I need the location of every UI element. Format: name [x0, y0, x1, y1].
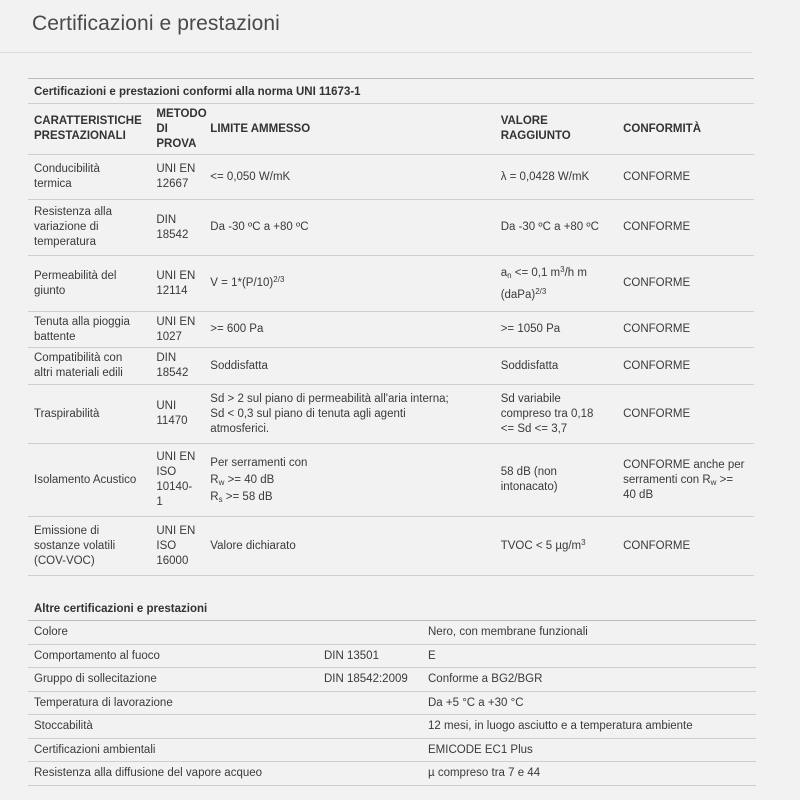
cell-metodo: UNI EN 12667 [150, 155, 204, 200]
header-valore: VALORE RAGGIUNTO [495, 104, 617, 155]
other-certifications-table [28, 620, 756, 786]
table-row [28, 762, 756, 786]
cell-valore: >= 1050 Pa [495, 312, 617, 348]
cell-norm [318, 738, 422, 762]
cell-valore: $a_n <= 0,1$ $m^3/h$ m (daPa)$^{2/3}$ [495, 256, 617, 312]
title-divider [0, 52, 752, 53]
cell-conformita: CONFORME [617, 517, 754, 576]
header-limite: LIMITE AMMESSO [204, 104, 494, 155]
cell-norm [318, 715, 422, 739]
table-row [28, 644, 756, 668]
cell-conformita: CONFORME [617, 312, 754, 348]
cell-limite: Soddisfatta [204, 348, 494, 385]
cell-conformita: CONFORME [617, 200, 754, 256]
cell-norm [318, 691, 422, 715]
table-row [28, 385, 754, 444]
cell-caratteristica: Resistenza alla variazione di temperatura [28, 200, 150, 256]
cell-norm: DIN 18542:2009 [318, 668, 422, 692]
cell-conformita: CONFORME [617, 348, 754, 385]
cell-metodo: DIN 18542 [150, 200, 204, 256]
other-table-title: Altre certificazioni e prestazioni [34, 603, 208, 615]
cell-limite: Per serramenti con $R_w >= 40$ dB $R_s >= 58$ dB [204, 444, 494, 517]
cell-metodo: DIN 18542 [150, 348, 204, 385]
cell-norm [318, 621, 422, 645]
cell-label: Colore [28, 621, 318, 645]
cell-label: Stoccabilità [28, 715, 318, 739]
cell-label: Comportamento al fuoco [28, 644, 318, 668]
header-caratteristiche: CARATTERISTICHE PRESTAZIONALI [28, 104, 150, 155]
table-row [28, 517, 754, 576]
cell-caratteristica: Tenuta alla pioggia battente [28, 312, 150, 348]
main-table-caption: Certificazioni e prestazioni conformi alla norma UNI 11673-1 [28, 78, 754, 104]
cell-valore: λ = 0,0428 W/mK [495, 155, 617, 200]
cell-conformita: CONFORME anche per serramenti con $R_w$ >= 40 dB [617, 444, 754, 517]
header-metodo: METODO DI PROVA [150, 104, 204, 155]
cell-valore: 58 dB (non intonacato) [495, 444, 617, 517]
cell-value: EMICODE EC1 Plus [422, 738, 756, 762]
table-row [28, 312, 754, 348]
cell-value: E [422, 644, 756, 668]
table-header-row [28, 104, 754, 155]
cell-value: 12 mesi, in luogo asciutto e a temperatura ambiente [422, 715, 756, 739]
cell-metodo: UNI EN 12114 [150, 256, 204, 312]
cell-limite: Sd > 2 sul piano di permeabilità all'aria interna; Sd < 0,3 sul piano di tenuta agli agenti atmosferici. [204, 385, 494, 444]
cell-norm: DIN 13501 [318, 644, 422, 668]
cell-label: Temperatura di lavorazione [28, 691, 318, 715]
cell-label: Gruppo di sollecitazione [28, 668, 318, 692]
table-row [28, 200, 754, 256]
cell-caratteristica: Conducibilità termica [28, 155, 150, 200]
table-row [28, 256, 754, 312]
cell-value: µ compreso tra 7 e 44 [422, 762, 756, 786]
cell-metodo: UNI 11470 [150, 385, 204, 444]
cell-caratteristica: Traspirabilità [28, 385, 150, 444]
cell-conformita: CONFORME [617, 256, 754, 312]
table-row [28, 668, 756, 692]
cell-caratteristica: Isolamento Acustico [28, 444, 150, 517]
table-row [28, 621, 756, 645]
cell-limite: Valore dichiarato [204, 517, 494, 576]
table-row [28, 348, 754, 385]
cell-label: Certificazioni ambientali [28, 738, 318, 762]
cell-value: Nero, con membrane funzionali [422, 621, 756, 645]
cell-limite: >= 600 Pa [204, 312, 494, 348]
cell-limite: $V = 1*(P/10)^{2/3}$ [204, 256, 494, 312]
cell-label: Resistenza alla diffusione del vapore acqueo [28, 762, 318, 786]
cell-conformita: CONFORME [617, 385, 754, 444]
page-title: Certificazioni e prestazioni [32, 12, 280, 35]
cell-value: Conforme a BG2/BGR [422, 668, 756, 692]
cell-norm [318, 762, 422, 786]
cell-limite: Da -30 ºC a +80 ºC [204, 200, 494, 256]
cell-limite: <= 0,050 W/mK [204, 155, 494, 200]
cell-metodo: UNI EN ISO 16000 [150, 517, 204, 576]
cell-valore: TVOC < 5 $\mu g/m^3$ [495, 517, 617, 576]
cell-caratteristica: Compatibilità con altri materiali edili [28, 348, 150, 385]
header-conformita: CONFORMITÀ [617, 104, 754, 155]
table-row [28, 715, 756, 739]
table-row [28, 691, 756, 715]
cell-caratteristica: Emissione di sostanze volatili (COV-VOC) [28, 517, 150, 576]
table-row [28, 155, 754, 200]
table-row [28, 444, 754, 517]
table-row [28, 738, 756, 762]
cell-conformita: CONFORME [617, 155, 754, 200]
cell-caratteristica: Permeabilità del giunto [28, 256, 150, 312]
cell-valore: Da -30 ºC a +80 ºC [495, 200, 617, 256]
cell-metodo: UNI EN ISO 10140- 1 [150, 444, 204, 517]
cell-metodo: UNI EN 1027 [150, 312, 204, 348]
cell-valore: Soddisfatta [495, 348, 617, 385]
cell-value: Da +5 °C a +30 °C [422, 691, 756, 715]
main-performance-table [28, 78, 754, 576]
cell-valore: Sd variabile compreso tra 0,18 <= Sd <= 3,7 [495, 385, 617, 444]
